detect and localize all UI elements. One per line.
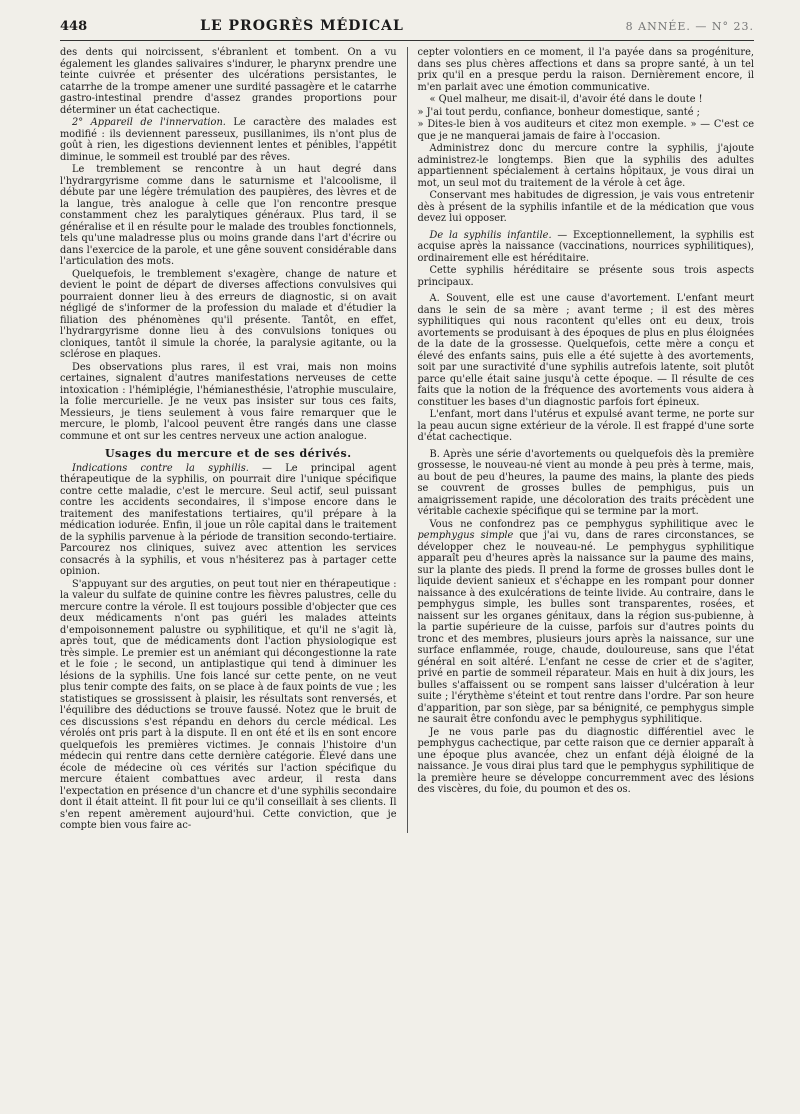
text-columns (60, 47, 754, 833)
run-in-heading: Indications contre la syphilis. (72, 462, 249, 474)
paragraph: B. Après une série d'avortements ou quelquefois dès la première grossesse, le nouveau-né vient au monde à peu près à terme, mais, au bout de peu d'heures, la paume des mains, la plante des pieds se couvrent de grosses bulles de pemphigus, puis un amaigrissement rapide, une décoloration des traits précèdent une véritable cachexie spécifique qui se termine par la mort. (417, 448, 755, 517)
paragraph: Quelquefois, le tremblement s'exagère, change de nature et devient le point de départ de diverses affections convulsives qui pourraient donner lieu à des erreurs de diagnostic, si on avait négligé de s'informer de la profession du malade et d'étudier la filiation des phénomènes qu'il présente. Tantôt, en effet, l'hydrargyrisme donne lieu à des convulsions toniques ou cloniques, tantôt il simule la chorée, la paralysie agitante, ou la sclérose en plaques. (60, 268, 397, 360)
quote-line: » Dites-le bien à vos auditeurs et citez mon exemple. » — C'est ce que je ne manquerai jamais de faire à l'occasion. (417, 119, 755, 142)
paragraph-text: — Le principal agent thérapeutique de la syphilis, on pourrait dire l'unique spécifique contre cette maladie, c'est le mercure. Seul actif, seul puissant contre les accidents secondaires, il s'impose encore dans le traitement des manifestations tertiaires, qu'il prépare à la médication iodurée. Enfin, il joue un rôle capital dans le traitement de la syphilis parvenue à la période de transition secondo-tertiaire. Parcourez nos cliniques, suivez avec attention les services consacrés à la syphilis, et vous n'hésiterez pas à partager cette opinion. (60, 462, 397, 577)
journal-title: LE PROGRÈS MÉDICAL (200, 18, 404, 34)
running-header (60, 18, 754, 41)
paragraph: Le tremblement se rencontre à un haut degré dans l'hydrargyrisme comme dans le saturnisme et l'alcoolisme, il débute par une légère trémulation des paupières, des lèvres et de la langue, très analogue à celle que l'on rencontre presque constamment chez les paralytiques généraux. Plus tard, il se généralise et il en résulte pour le malade des troubles fonctionnels, tels qu'une maladresse plus ou moins grande dans l'art d'écrire ou dans l'exercice de la parole, et une gêne souvent considérable dans l'articulation des mots. (60, 164, 397, 267)
paragraph: cepter volontiers en ce moment, il l'a payée dans sa progéniture, dans ses plus chères affections et dans sa propre santé, à un tel prix qu'il en a presque perdu la raison. Dernièrement encore, il m'en parlait avec une émotion communicative. (417, 47, 755, 93)
paragraph: Je ne vous parle pas du diagnostic différentiel avec le pemphygus cachectique, par cette raison que ce dernier apparaît à une époque plus avancée, chez un enfant déjà éloigné de la naissance. Je vous dirai plus tard que le pemphygus syphilitique de la première heure se développe concurremment avec des lésions des viscères, du foie, du poumon et des os. (417, 726, 755, 795)
paragraph: Des observations plus rares, il est vrai, mais non moins certaines, signalent d'autres manifestations nerveuses de cette intoxication : l'hémiplégie, l'hémianesthésie, l'atrophie musculaire, la folie mercurielle. Je ne veux pas insister sur tous ces faits, Messieurs, je tiens seulement à vous faire remarquer que le mercure, le plomb, l'alcool peuvent être rangés dans une classe commune et ont sur les centres nerveux une action analogue. (60, 361, 397, 442)
paragraph: A. Souvent, elle est une cause d'avortement. L'enfant meurt dans le sein de sa mère ; avant terme ; il est des mères syphilitiques qui nous racontent qu'elles ont eu deux, trois avortements se produisant à des époques de plus en plus éloignées de la date de la grossesse. Quelquefois, cette mère a conçu et élevé des enfants sains, puis elle a été sujette à des avortements, soit par une suractivité d'une syphilis autrefois latente, soit plutôt parce qu'elle était saine jusqu'à cette époque. — Il résulte de ces faits que la notion de la fréquence des avortements vous aidera à constituer les bases d'un diagnostic parfois fort épineux. (417, 293, 755, 408)
paragraph (418, 519, 755, 726)
run-in-heading: De la syphilis infantile. (429, 229, 552, 241)
run-in-heading: 2° Appareil de l'innervation. (72, 117, 226, 128)
quote-line: « Quel malheur, me disait-il, d'avoir été dans le doute ! (429, 94, 703, 105)
paragraph: Conservant mes habitudes de digression, je vais vous entretenir dès à présent de la syphilis infantile et de la médication que vous devez lui opposer. (417, 190, 755, 224)
italic-term: pemphygus simple (417, 530, 514, 541)
paragraph-text: Vous ne confondrez pas ce pemphygus syphilitique avec le (429, 518, 755, 530)
header-issue: 8 ANNÉE. — N° 23. (625, 20, 754, 33)
paragraph-text: — Exceptionnellement, la syphilis est acquise après la naissance (vaccinations, nourrices syphilitiques), ordinairement elle est héréditaire. (417, 229, 755, 264)
page-number: 448 (60, 19, 88, 34)
paragraph: Administrez donc du mercure contre la syphilis, j'ajoute administrez-le longtemps. Bien que la syphilis des adultes appartiennent spécialement à certains hôpitaux, je vous dirai un mot, un seul mot du traitement de la vérole à cet âge. (417, 143, 755, 189)
paragraph: L'enfant, mort dans l'utérus et expulsé avant terme, ne porte sur la peau aucun signe extérieur de la vérole. Il est frappé d'une sorte d'état cachectique. (417, 409, 755, 443)
section-heading: Usages du mercure et de ses dérivés. (104, 447, 352, 460)
right-column (418, 47, 755, 833)
column-divider (407, 47, 408, 833)
quote-line: » J'ai tout perdu, confiance, bonheur domestique, santé ; (417, 106, 700, 118)
paragraph: des dents qui noircissent, s'ébranlent et tombent. On a vu également les glandes salivaires s'indurer, le pharynx prendre une teinte cuivrée et présenter des ulcérations persistantes, le catarrhe de la trompe amener une surdité passagère et le catarrhe gastro-intestinal prendre d'assez grandes proportions pour déterminer un état cachectique. (60, 47, 397, 116)
paragraph-text: Le caractère des malades est modifié : ils deviennent paresseux, pusillanimes, ils n'ont plus de goût à rien, les digestions deviennent lentes et pénibles, l'appétit diminue, le sommeil est troublé par des rêves. (60, 117, 397, 163)
left-column (60, 47, 397, 833)
paragraph (60, 463, 397, 578)
paragraph (60, 117, 397, 163)
paragraph: Cette syphilis héréditaire se présente sous trois aspects principaux. (417, 265, 755, 288)
paragraph-text: que j'ai vu, dans de rares circonstances, se développer chez le nouveau-né. Le pemphygus syphilitique apparaît peu d'heures après la naissance sur la paume des mains, sur la plante des pieds. Il prend la forme de grosses bulles dont le liquide devient sanieux et s'échappe en les rompant pour donner naissance à des exulcérations de teinte livide. Au contraire, dans le pemphygus simple, les bulles sont transparentes, rosées, et naissent sur les organes génitaux, dans la région sus-pubienne, à la partie supérieure de la cuisse, parfois sur d'autres points du tronc et des membres, plusieurs jours après la naissance, sur une surface enflammée, rouge, chaude, douloureuse, sans que l'état général en soit altéré. L'enfant ne cesse de crier et de s'agiter, privé en partie de sommeil réparateur. Mais en huit à dix jours, les bulles s'affaissent ou se rompent sans laisser d'ulcération à leur suite ; l'érythème s'éteint et tout rentre dans l'ordre. Par son heure d'apparition, par son siège, par sa bénignité, ce pemphygus simple ne saurait être confondu avec le pemphygus syphilitique. (417, 530, 755, 725)
paragraph: S'appuyant sur des arguties, on peut tout nier en thérapeutique : la valeur du sulfate de quinine contre les fièvres palustres, celle du mercure contre la vérole. Il est toujours possible d'objecter que ces deux médicaments n'ont pas guéri les malades atteints d'empoisonnement palustre ou syphilitique, et qu'il ne s'agit là, après tout, que de médicaments dont l'action physiologique est très simple. Le premier est un anémiant qui décongestionne la rate et le foie ; le second, un antiplastique qui tend à diminuer les lésions de la syphilis. Une fois lancé sur cette pente, on ne veut plus tenir compte des faits, on se place à de faux points de vue ; les statistiques se grossissent à plaisir, les résultats sont renversés, et l'équilibre des déductions se trouve faussé. Notez que le bruit de ces discussions s'est répandu en dehors du cercle médical. Les vérolés ont pris part à la dispute. Il en ont été et ils en sont encore quelquefois les premières victimes. Je connais l'histoire d'un médecin qui rentre dans cette dernière catégorie. Élevé dans une école de médecine où ces vérités sur l'action spécifique du mercure étaient combattues avec ardeur, il resta dans l'expectation en présence d'un chancre et d'une syphilis secondaire dont il était atteint. Il fit pour lui ce qu'il conseillait à ses clients. Il s'en repent amèrement aujourd'hui. Cette conviction, que je compte bien vous faire ac- (60, 578, 397, 831)
paragraph (418, 230, 755, 265)
